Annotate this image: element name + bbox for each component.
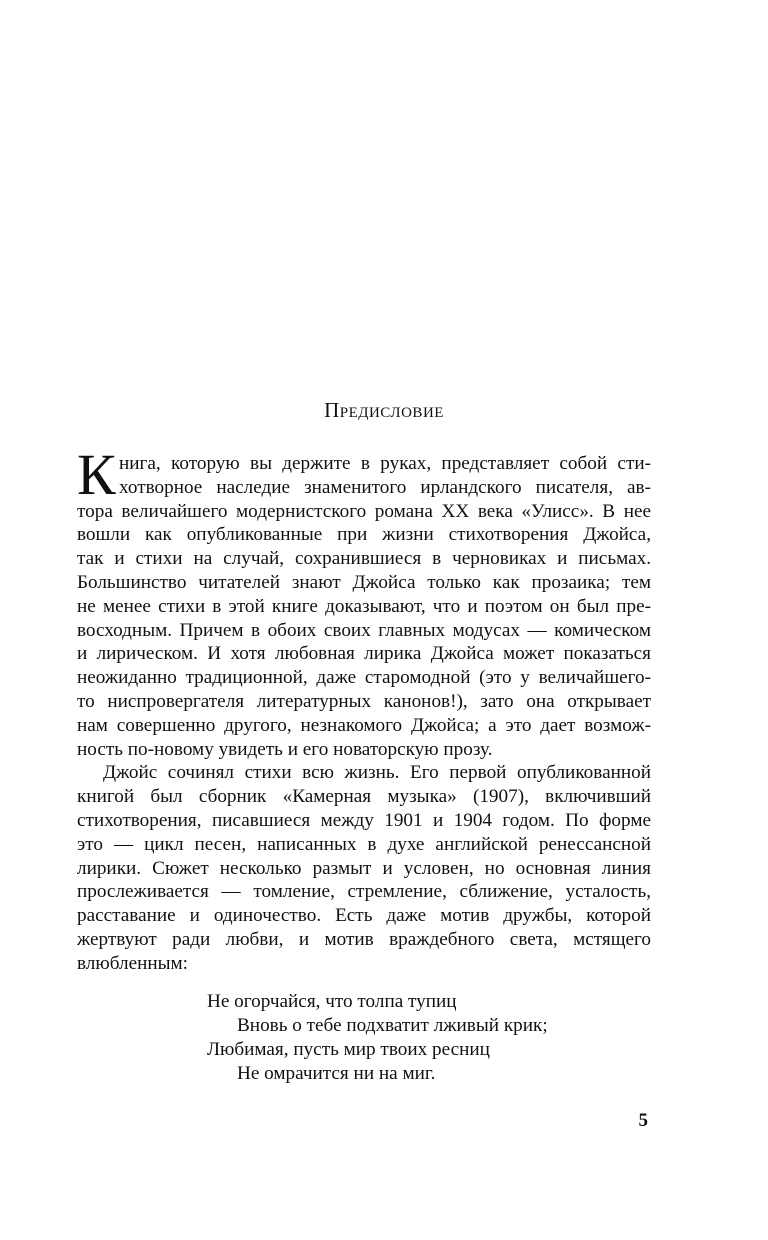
paragraph-1-line: то ниспровергателя литературных канонов!), зато она открывает [77, 690, 651, 712]
verse-line: Любимая, пусть мир твоих ресниц [207, 1039, 490, 1060]
paragraph-2-line: прослеживается — томление, стремление, сближение, усталость, [77, 881, 651, 903]
verse-line: Не омрачится ни на миг. [237, 1063, 436, 1084]
paragraph-1-line: хотворное наследие знаменитого ирландского писателя, ав- [119, 476, 651, 498]
paragraph-1-line: и лирическом. И хотя любовная лирика Джойса может показаться [77, 643, 651, 665]
paragraph-1-line-1-text: нига, которую вы держите в руках, представляет собой сти- [119, 453, 651, 474]
paragraph-1-line: восходным. Причем в обоих своих главных модусах — комическом [77, 619, 651, 641]
paragraph-2-line: расставание и одиночество. Есть даже мотив дружбы, которой [77, 905, 651, 927]
paragraph-1-line: Большинство читателей знают Джойса только как прозаика; тем [77, 571, 651, 593]
paragraph-2-line: книгой был сборник «Камерная музыка» (1907), включивший [77, 786, 651, 808]
paragraph-1-line: нам совершенно другого, незнакомого Джойса; а это дает возмож- [77, 714, 651, 736]
paragraph-1-line: неожиданно традиционной, даже старомодной (это у величайшего- [77, 667, 651, 689]
paragraph-2-line: жертвуют ради любви, и мотив враждебного света, мстящего [77, 928, 651, 950]
paragraph-2-line: влюбленным: [77, 952, 188, 974]
paragraph-1-line: вошли как опубликованные при жизни стихотворения Джойса, [77, 524, 651, 546]
verse-quote [207, 990, 548, 1086]
paragraph-1-line: тора величайшего модернистского романа XX века «Улисс». В нее [77, 500, 651, 522]
page-number: 5 [638, 1110, 648, 1131]
verse-line: Не огорчайся, что толпа тупиц [207, 991, 457, 1012]
paragraph-2-line: Джойс сочинял стихи всю жизнь. Его первой опубликованной [103, 762, 651, 784]
paragraph-1-line: ность по-новому увидеть и его новаторскую прозу. [77, 738, 493, 760]
drop-cap-letter: К [77, 442, 116, 507]
paragraph-2-line: стихотворения, писавшиеся между 1901 и 1904 годом. По форме [77, 809, 651, 831]
verse-line: Вновь о тебе подхватит лживый крик; [237, 1015, 548, 1036]
preface-body [77, 442, 651, 976]
paragraph-1-line: не менее стихи в этой книге доказывают, что и поэтом он был пре- [77, 595, 651, 617]
paragraph-1-line: так и стихи на случай, сохранившиеся в черновиках и письмах. [77, 548, 651, 570]
chapter-title: Предисловие [324, 398, 444, 422]
paragraph-2-line: лирики. Сюжет несколько размыт и условен, но основная линия [77, 857, 651, 879]
paragraph-2-line: это — цикл песен, написанных в духе английской ренессансной [77, 833, 651, 855]
